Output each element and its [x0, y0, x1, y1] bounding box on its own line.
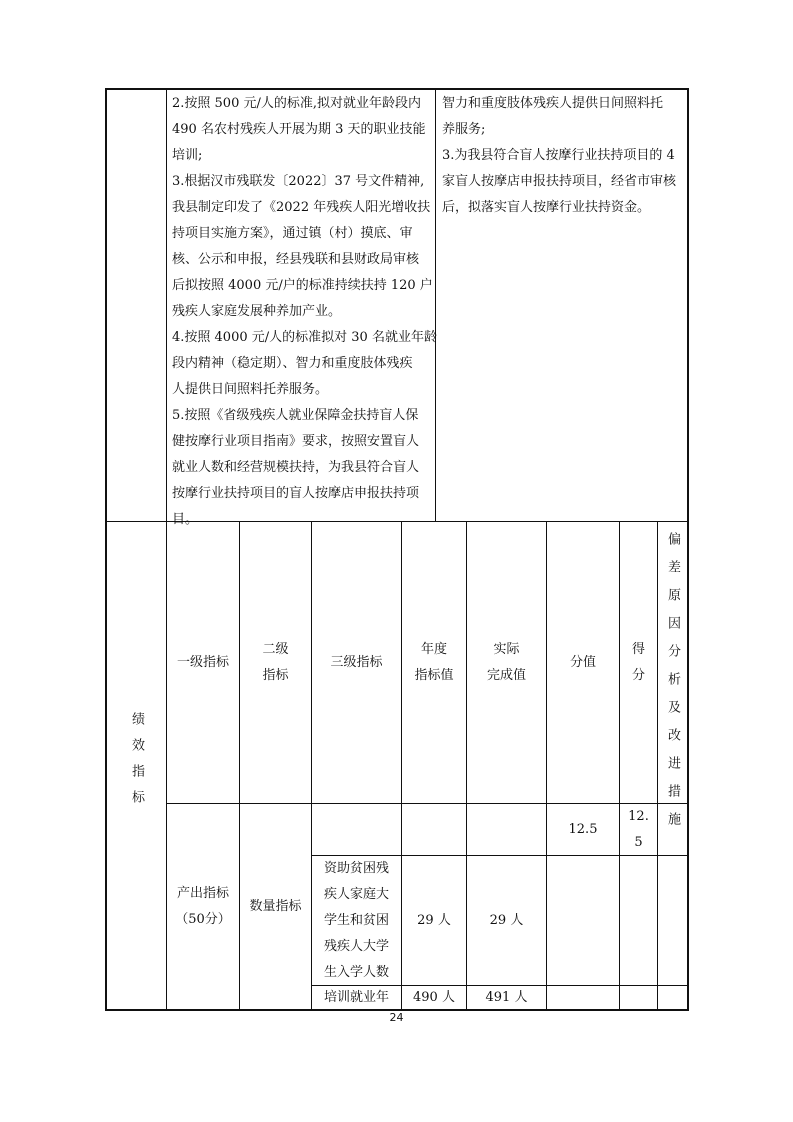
header-actual-line: 实际 [493, 641, 520, 657]
level1-output-line: （50分） [175, 911, 231, 927]
header-actual [466, 521, 547, 804]
header-actual-line: 完成值 [486, 667, 526, 683]
r2-actual [466, 855, 547, 986]
text-line: 智力和重度肢体残疾人提供日间照料托 [442, 96, 664, 111]
header-annual [401, 521, 467, 804]
r2-annual [401, 855, 467, 986]
text-line: 残疾人家庭发展种养加产业。 [172, 304, 342, 319]
r2-level3 [311, 855, 402, 986]
header-level2 [239, 521, 312, 804]
text-line: 学生和贫困 [323, 912, 389, 928]
text-line: 3.为我县符合盲人按摩行业扶持项目的 4 [442, 148, 675, 163]
header-level2-text [262, 637, 288, 689]
header-score-line: 得 [631, 641, 645, 657]
text-line: 资助贫困残 [323, 860, 389, 876]
r1-deviation [657, 803, 689, 856]
text-line: 持项目实施方案》，通过镇（村）摸底、审 [172, 226, 413, 241]
text-line: 疾人家庭大 [323, 886, 389, 902]
level1-output-cell [166, 803, 240, 1011]
header-level2-line: 二级 [262, 641, 289, 657]
header-annual-line: 年度 [420, 641, 447, 657]
r1-score-value [546, 803, 620, 856]
r3-score [619, 985, 658, 1011]
r2-score [619, 855, 658, 986]
header-annual-text [414, 637, 453, 689]
level1-output-text [175, 881, 231, 933]
header-score [619, 521, 658, 804]
section-label-cell [105, 521, 167, 1011]
header-score-value [546, 521, 620, 804]
r1-annual [401, 803, 467, 856]
r2-deviation [657, 855, 689, 986]
text-line: 养服务; [442, 122, 486, 137]
r1-score [619, 803, 658, 856]
implementation-text-right [442, 91, 676, 221]
header-deviation-text: 偏差原因分析及改进措施 [665, 532, 680, 840]
header-actual-text [487, 637, 526, 689]
text-line: 人提供日间照料托养服务。 [172, 382, 329, 397]
level2-quantity-cell [239, 803, 312, 1011]
level1-output-line: 产出指标 [176, 885, 229, 901]
header-level1-text: 一级指标 [176, 654, 229, 670]
implementation-cell-right [435, 88, 689, 522]
text-line: 3.根据汉市残联发〔2022〕37 号文件精神, [172, 174, 425, 189]
r3-actual-text: 491 人 [485, 989, 528, 1005]
text-line: 残疾人大学 [323, 938, 389, 954]
text-line: 家盲人按摩店申报扶持项目，经省市审核 [442, 174, 677, 189]
text-line: 我县制定印发了《2022 年残疾人阳光增收扶 [172, 200, 431, 215]
level2-quantity-text: 数量指标 [249, 898, 302, 914]
text-line: 按摩行业扶持项目的盲人按摩店申报扶持项 [172, 486, 420, 501]
header-level3 [311, 521, 402, 804]
r1-score-line: 5 [634, 834, 643, 850]
text-line: 490 名农村残疾人开展为期 3 天的职业技能 [172, 122, 426, 137]
implementation-cell-left [166, 88, 437, 527]
text-line: 核、公示和申报，经县残联和县财政局审核 [172, 252, 420, 267]
header-deviation [657, 521, 689, 840]
text-line: 5.按照《省级残疾人就业保障金扶持盲人保 [172, 408, 419, 423]
r2-actual-text: 29 人 [489, 912, 524, 928]
header-level1 [166, 521, 240, 804]
r2-score-value [546, 855, 620, 986]
r3-level3-text: 培训就业年 [323, 989, 389, 1005]
page-number: 24 [389, 1011, 404, 1024]
r1-score-value-text: 12.5 [568, 821, 598, 837]
r3-annual-text: 490 人 [413, 989, 455, 1005]
text-line: 4.按照 4000 元/人的标准拟对 30 名就业年龄 [172, 330, 437, 345]
top-left-cell [105, 88, 167, 522]
r3-score-value [546, 985, 620, 1011]
r1-score-line: 12. [628, 808, 649, 824]
r3-annual [401, 985, 467, 1011]
r3-actual [466, 985, 547, 1011]
text-line: 培训; [172, 148, 203, 163]
r1-score-text [628, 804, 649, 856]
text-line: 生入学人数 [323, 964, 389, 980]
r1-level3 [311, 803, 402, 856]
header-score-line: 分 [631, 667, 645, 683]
section-label: 绩效指标 [129, 712, 144, 816]
r1-actual [466, 803, 547, 856]
text-line: 段内精神（稳定期）、智力和重度肢体残疾 [172, 356, 413, 371]
text-line: 后拟按照 4000 元/户的标准持续扶持 120 户 [172, 278, 433, 293]
text-line: 健按摩行业项目指南》要求，按照安置盲人 [172, 434, 420, 449]
r3-level3 [311, 985, 402, 1011]
text-line: 后，拟落实盲人按摩行业扶持资金。 [442, 200, 651, 215]
header-score-value-text: 分值 [569, 654, 596, 670]
header-level3-text: 三级指标 [330, 654, 383, 670]
header-score-text [632, 637, 645, 689]
r2-annual-text: 29 人 [417, 912, 451, 928]
text-line: 目。 [172, 512, 199, 527]
implementation-text-left [172, 91, 437, 533]
header-level2-line: 指标 [262, 667, 289, 683]
text-line: 就业人数和经营规模扶持，为我县符合盲人 [172, 460, 420, 475]
header-annual-line: 指标值 [414, 667, 454, 683]
r2-level3-text [324, 856, 389, 986]
text-line: 2.按照 500 元/人的标准,拟对就业年龄段内 [172, 96, 421, 111]
r3-deviation [657, 985, 689, 1011]
